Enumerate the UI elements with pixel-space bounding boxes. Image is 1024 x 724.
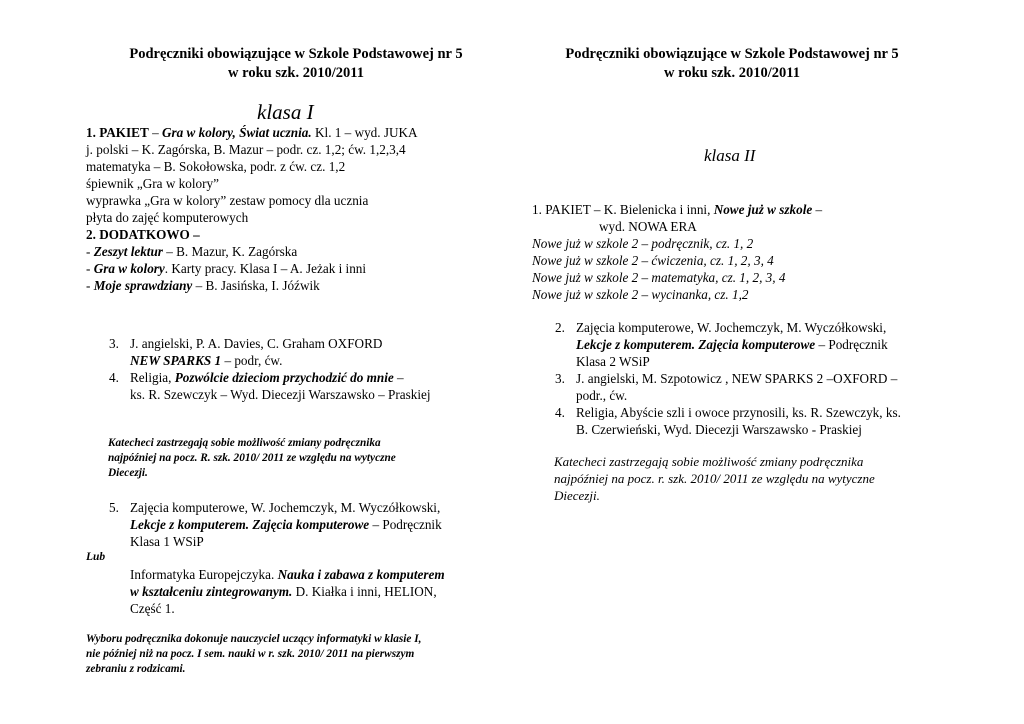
- item3-rest: – podr, ćw.: [221, 353, 283, 368]
- r-item2-title: Lekcje z komputerem. Zajęcia komputerowe: [576, 337, 816, 352]
- pakiet2-title: Nowe już w szkole: [713, 202, 813, 217]
- r-catechist-note-line: Katecheci zastrzegają sobie możliwość zmiany podręcznika: [554, 454, 864, 469]
- item5-number: 5.: [109, 500, 119, 515]
- item5-line1: Zajęcia komputerowe, W. Jochemczyk, M. Wyczółkowski,: [130, 500, 441, 515]
- item3-number: 3.: [109, 336, 119, 351]
- extra-dash: -: [86, 244, 94, 259]
- r-catechist-note-line: Diecezji.: [554, 488, 600, 503]
- item3-title: NEW SPARKS 1: [130, 353, 222, 368]
- item4-line1: [130, 369, 404, 386]
- catechist-note-line: Diecezji.: [108, 467, 148, 479]
- alt-pre: Informatyka Europejczyka.: [130, 567, 278, 582]
- teacher-note-line: zebraniu z rodzicami.: [86, 663, 186, 675]
- alt-title2: w kształceniu zintegrowanym.: [130, 584, 293, 599]
- extra-item: [86, 277, 320, 294]
- book-line: wyprawka „Gra w kolory” zestaw pomocy dla ucznia: [86, 193, 369, 208]
- item4-title: Pozwólcie dzieciom przychodzić do mnie: [174, 370, 394, 385]
- pakiet2-pre: 1. PAKIET – K. Bielenicka i inni,: [532, 202, 714, 217]
- book-line: matematyka – B. Sokołowska, podr. z ćw. cz. 1,2: [86, 159, 346, 174]
- pakiet-dash: –: [148, 125, 162, 140]
- catechist-note-line: najpóźniej na pocz. R. szk. 2010/ 2011 ze względu na wytyczne: [108, 452, 396, 464]
- class-title-2: klasa II: [704, 146, 756, 165]
- book-line-2: Nowe już w szkole 2 – wycinanka, cz. 1,2: [532, 287, 749, 302]
- r-item2-line1: Zajęcia komputerowe, W. Jochemczyk, M. Wyczółkowski,: [576, 320, 887, 335]
- item5-line2: [130, 516, 442, 533]
- pakiet2-rest: –: [812, 202, 823, 217]
- right-header: [532, 45, 932, 83]
- item4-line2: ks. R. Szewczyk – Wyd. Diecezji Warszawsko – Praskiej: [130, 387, 431, 402]
- r-item2-line3: Klasa 2 WSiP: [576, 354, 650, 369]
- alt-line3: Część 1.: [130, 601, 175, 616]
- dodatkowo-heading: 2. DODATKOWO –: [86, 227, 200, 242]
- catechist-note-line: Katecheci zastrzegają sobie możliwość zmiany podręcznika: [108, 437, 381, 449]
- item4-number: 4.: [109, 370, 119, 385]
- book-line: śpiewnik „Gra w kolory”: [86, 176, 219, 191]
- extra-dash: -: [86, 261, 94, 276]
- extra-title: Zeszyt lektur: [93, 244, 163, 259]
- book-line: płyta do zajęć komputerowych: [86, 210, 249, 225]
- lub-label: Lub: [86, 551, 106, 563]
- alt-line1: [130, 566, 445, 583]
- alt-rest: D. Kiałka i inni, HELION,: [292, 584, 437, 599]
- r-item4-line2: B. Czerwieński, Wyd. Diecezji Warszawsko - Praskiej: [576, 422, 862, 437]
- r-item3-line1: J. angielski, M. Szpotowicz , NEW SPARKS 2 –OXFORD –: [576, 371, 898, 386]
- r-item3-line2: podr., ćw.: [576, 388, 628, 403]
- r-catechist-note-line: najpóźniej na pocz. r. szk. 2010/ 2011 ze względu na wytyczne: [554, 471, 875, 486]
- r-item2-number: 2.: [555, 320, 565, 335]
- extra-rest: – B. Mazur, K. Zagórska: [162, 244, 298, 259]
- book-line-2: Nowe już w szkole 2 – podręcznik, cz. 1, 2: [532, 236, 754, 251]
- book-line-2: Nowe już w szkole 2 – matematyka, cz. 1, 2, 3, 4: [532, 270, 786, 285]
- right-header-line2: w roku szk. 2010/2011: [664, 65, 800, 81]
- item4-rest: –: [393, 370, 404, 385]
- alt-title: Nauka i zabawa z komputerem: [277, 567, 445, 582]
- extra-dash: -: [86, 278, 94, 293]
- item3-line1: J. angielski, P. A. Davies, C. Graham OXFORD: [130, 336, 383, 351]
- left-header: [86, 45, 506, 83]
- book-line: j. polski – K. Zagórska, B. Mazur – podr. cz. 1,2; ćw. 1,2,3,4: [86, 142, 406, 157]
- book-line-2: Nowe już w szkole 2 – ćwiczenia, cz. 1, 2, 3, 4: [532, 253, 774, 268]
- left-header-line2: w roku szk. 2010/2011: [228, 65, 364, 81]
- r-item2-rest: – Podręcznik: [815, 337, 888, 352]
- item3-line2: [130, 352, 282, 369]
- r-item2-line2: [576, 336, 888, 353]
- class-title-1: klasa I: [257, 100, 314, 124]
- right-header-line1: Podręczniki obowiązujące w Szkole Podstawowej nr 5: [565, 46, 899, 62]
- extra-rest: – B. Jasińska, I. Jóźwik: [192, 278, 320, 293]
- pakiet-prefix: 1. PAKIET: [86, 125, 149, 140]
- item4-pre: Religia,: [130, 370, 175, 385]
- pakiet-rest: Kl. 1 – wyd. JUKA: [311, 125, 418, 140]
- extra-item: [86, 243, 297, 260]
- pakiet2-line: [532, 201, 822, 218]
- teacher-note-line: nie później niż na pocz. I sem. nauki w r. szk. 2010/ 2011 na pierwszym: [86, 648, 415, 660]
- teacher-note-line: Wyboru podręcznika dokonuje nauczyciel uczący informatyki w klasie I,: [86, 633, 422, 645]
- pakiet-title: Gra w kolory, Świat ucznia.: [161, 125, 312, 140]
- extra-rest: . Karty pracy. Klasa I – A. Jeżak i inni: [164, 261, 367, 276]
- r-item4-number: 4.: [555, 405, 565, 420]
- item5-title: Lekcje z komputerem. Zajęcia komputerowe: [130, 517, 370, 532]
- item5-rest: – Podręcznik: [369, 517, 442, 532]
- extra-title: Moje sprawdziany: [93, 278, 193, 293]
- extra-title: Gra w kolory: [93, 261, 165, 276]
- left-header-line1: Podręczniki obowiązujące w Szkole Podstawowej nr 5: [129, 46, 463, 62]
- extra-item: [86, 260, 366, 277]
- item5-line3: Klasa 1 WSiP: [130, 534, 204, 549]
- pakiet-line: [86, 124, 418, 141]
- r-item4-line1: Religia, Abyście szli i owoce przynosili, ks. R. Szewczyk, ks.: [576, 405, 901, 420]
- r-item3-number: 3.: [555, 371, 565, 386]
- alt-line2: [130, 583, 437, 600]
- pakiet2-publisher: wyd. NOWA ERA: [599, 219, 697, 234]
